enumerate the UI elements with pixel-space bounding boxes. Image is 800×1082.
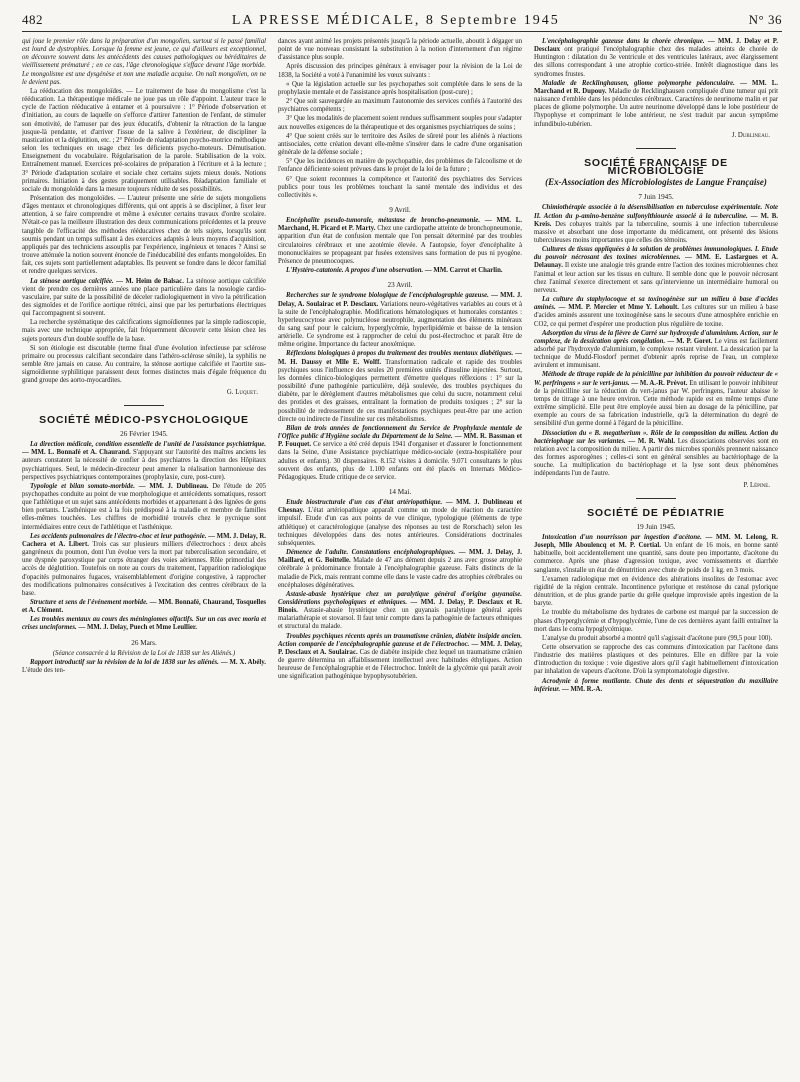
article: Typologie et bilan somato-morbide. — MM. J. Dublineau. De l'étude de 205 psychopathes conduite au point de vue morphologique et antécédents somatiques, ressort que l'athlétique et un sujet sans antécédents morbides et appartenant à des lignées de gens bien portants. L'asthénique est à la fois prédisposé à la maladie et membre de familles elles-mêmes touchées. Les chiffres de morbidité trouvés chez le pycnique sont intermédiaires entre ceux de l'athlétique et l'asthénique. bbox=[22, 482, 266, 531]
divider bbox=[124, 405, 164, 406]
signature: J. Dublineau. bbox=[731, 131, 770, 139]
article: L'encéphalographie gazeuse dans la chorée chronique. — MM. J. Delay et P. Desclaux ont pratiqué l'encéphalographie chez des malades atteints de chorée de Huntington : dilatation du 3e ventricule et des ventricules latéraux, avec élargissement des sillons correspondant à une atrophie cortico-striée. Intérêt diagnostique dans les syndromes frustes. bbox=[534, 38, 778, 78]
column-1 bbox=[22, 38, 266, 1078]
article: Structure et sens de l'événement morbide. — MM. Bonnafé, Chaurand, Tosquelles et A. Clément. bbox=[22, 599, 266, 615]
section-subheading: (Ex-Association des Microbiologistes de Langue Française) bbox=[545, 177, 767, 188]
paragraph: qui joue le premier rôle dans la préparation d'un mongolien, surtout si le passé familial est lourd de dystrophies. Lorsque la femme est jeune, ce qui d'ailleurs est exceptionnel, on découvre souvent dans les antécédents des causes pathologiques ou héréditaires de vieillissement prématuré ; en ce cas, l'âge chronologique s'efface devant l'âge morbide. Le mongolisme est une dysgénèse et non une maladie acquise. On naît mongolien, on ne le devient pas. bbox=[22, 38, 266, 86]
article: Maladie de Recklinghausen, gliome polymorphe pédonculaire. — MM. L. Marchand et R. Dupouy. Maladie de Recklinghausen compliquée d'une tumeur qui prit naissance d'emblée dans les pédoncules cérébraux. Caractères de neurinome malin et par places de gliome polymorphe. Un autre neurinome développé dans le lobe postérieur de l'hypophyse et comprimant le lobe antérieur, ne s'est traduit par aucun symptôme infundibulo-tubérien. bbox=[534, 79, 778, 128]
journal-title-date: LA PRESSE MÉDICALE, 8 Septembre 1945 bbox=[231, 13, 560, 28]
article: Les troubles mentaux au cours des méningiomes olfactifs. Sur un cas avec moria et crises uncinformes. — MM. J. Delay, Puech et Mme Leullier. bbox=[22, 616, 266, 632]
article: Chimiothérapie associée à la désensibilisation en tuberculose expérimentale. Note II. Action du p-amino-benzène sulfonylthiourée associé à la tuberculine. — M. B. Kreis. Des cobayes traités par la tuberculine, soumis à une infection tuberculeuse massive et absorbant une dose importante du médicament, ont présenté des lésions tuberculeuses moins importantes que celles des témoins. bbox=[534, 204, 778, 244]
session-date: 7 Juin 1945. bbox=[638, 193, 674, 202]
article: La direction médicale, condition essentielle de l'unité de l'assistance psychiatrique. — MM. L. Bonnafé et A. Chaurand. S'appuyant sur l'autorité des maîtres anciens les auteurs constatent la nécessité de confier à des psychiatres la direction des Hôpitaux psychiatriques. Seul, le médecin-directeur peut amener la réalisation harmonieuse des perspectives psychiatriques contemporaines (prophylaxie, cure, post-cure). bbox=[22, 441, 266, 481]
article: Bilan de trois années de fonctionnement du Service de Prophylaxie mentale de l'Office public d'Hygiène sociale du Département de la Seine. — MM. R. Bassman et P. Fouquet. Ce service a été créé depuis 1941 d'organiser et d'assurer le fonctionnement dans la Seine, d'une Assistance psychiatrique médico-sociale (extra-hospitalière pour adultes et enfants). 30 dispensaires. 8.152 visites à domicile. 9.071 consultants le plus souvent des enfants, plus de 1.100 enfants ont été placés en Internats Médico-Pédagogiques. Etude critique de ce service. bbox=[278, 424, 522, 481]
signature: G. Luquet. bbox=[226, 388, 258, 396]
article: Etude biostructurale d'un cas d'état artériopathique. — MM. J. Dublineau et Chesnay. L'état artériopathique apparaît comme un mode de réaction du caractère impulsif. Etude d'un cas aux points de vue clinique, typologique (éléments de type athlétique) et caractérologique (analyse des réponses au test de Rorschach) selon les techniques développées dans des notes antérieures. Considérations doctrinales subséquentes. bbox=[278, 499, 522, 547]
paragraph: 3° Que les modalités de placement soient rendues suffisamment souples pour s'adapter aux nouvelles exigences de la thérapeutique et des organismes psychiatriques de soins ; bbox=[278, 115, 522, 131]
article: Démence de l'adulte. Constatations encéphalographiques. — MM. J. Delay, J. Maillard, et G. Boittelle. Malade de 47 ans dément depuis 2 ans avec grosse atrophie cérébrale à prédominance frontale à l'encéphalographie gazeuse. Faits distincts de la maladie de Pick, mais rentrant comme elle dans le vaste cadre des atrophies cérébrales ou encéphaloses dégénératives. bbox=[278, 549, 522, 589]
paragraph: 6° Que soient reconnues la compétence et l'autorité des psychiatres des Services publics pour tous les problèmes touchant la santé mentale des individus et des collectivités ». bbox=[278, 175, 522, 199]
section-heading: SOCIÉTÉ FRANÇAISE DE MICROBIOLOGIE bbox=[584, 156, 728, 178]
divider bbox=[636, 148, 676, 149]
article: Acrodynie à forme mutilante. Chute des dents et séquestration du maxillaire inférieur. — MM. R.-A. bbox=[534, 677, 778, 693]
session-note: (Séance consacrée à la Révision de la Loi de 1838 sur les Aliénés.) bbox=[52, 649, 236, 657]
session-date: 26 Mars. bbox=[131, 638, 157, 647]
article: Les accidents pulmonaires de l'électro-choc et leur pathogénie. — MM. J. Delay, R. Cachera et A. Libert. Trois cas sur plusieurs milliers d'électrochocs : deux abcès gangréneux du poumon, dont l'un évolue vers la mort par tuberculisation secondaire, et une dyspnée paroxystique par corps étranger des voies aériennes. Rôle primordial des accès de déglutition. Toutefois on note au cours du traitement, l'apparition radiologique d'opacités pulmonaires fugaces, vraisemblablement d'origine congestive, à rapprocher des modifications pulmonaires consécutives à l'excitation des centres cérébraux de la base. bbox=[22, 532, 266, 597]
article: Recherches sur le syndrome biologique de l'encéphalographie gazeuse. — MM. J. Delay, A. Soulairac et P. Desclaux. Variations neuro-végétatives variables au cours et à la suite de l'encéphalographie. Modifications hématologiques et humorales constantes : hyperleucocytose avec polynucléose neutrophile, augmentation des éléments minéraux du sang sauf pour le calcium, hyperglycémie, hyperlipidémie et baisse de la tension artérielle. Ce syndrome est à rapprocher de celui du post-électrochoc et paraît être de même origine. Importance du facteur anoxémique. bbox=[278, 292, 522, 349]
article: Méthode de titrage rapide de la pénicilline par inhibition du pouvoir réducteur de « W. perfringens » sur le vert-janus. — M. A.-R. Prévot. En utilisant le pouvoir inhibiteur de la pénicilline sur la réduction du vert-janus par W. perfringens, l'auteur abaisse le temps de titrage à une heure environ. Cette méthode rapide est en même temps d'une extrême simplicité. Elle peut être employée aussi bien au dosage de la pénicilline, par exemple au cours de sa fabrication industrielle, qu'à la détermination du degré de sensibilité d'un germe donné à l'égard de la pénicilline. bbox=[534, 371, 778, 428]
article: Troubles psychiques récents après un traumatisme crânien, diabète insipide ancien. Action comparée de l'encéphalographie gazeuse et de l'électrochoc. — MM. J. Delay, P. Desclaux et A. Soulairac. Cas de diabète insipide chez lequel un traumatisme crânien de guerre détermina un affaiblissement intellectuel avec habitudes éthyliques. Action heureuse de l'encéphalographie et de l'électrochoc. Intérêt de la glycémie qui paraît avoir une signification pathogénique hypophysotubérien. bbox=[278, 632, 522, 681]
paragraph: La recherche systématique des calcifications sigmoïdiennes par la simple radioscopie, mais avec une technique appropriée, fait fréquemment découvrir cette lésion chez les sujets porteurs d'un double souffle de la base. bbox=[22, 319, 266, 343]
paragraph: 4° Que soient créés sur le territoire des Asiles de sûreté pour les aliénés à réactions antisociales, cette création devant elle-même s'insérer dans le cadre d'une organisation générale de la défense sociale ; bbox=[278, 132, 522, 157]
paragraph: 5° Que les incidences en matière de psychopathie, des problèmes de l'alcoolisme et de l'enfance déficiente soient prévues dans le projet de la loi de la future ; bbox=[278, 158, 522, 174]
divider bbox=[636, 498, 676, 499]
session-date: 9 Avril. bbox=[389, 205, 411, 214]
paragraph: L'analyse du produit absorbé a montré qu'il s'agissait d'acétone pure (99,5 pour 100). bbox=[542, 634, 773, 642]
article: La culture du staphylocoque et sa toxinogénèse sur un milieu à base d'acides aminés. — MM. P. Mercier et Mme Y. Lehoult. Les cultures sur un milieu à base d'acides aminés assurent une toxinogénèse sans le secours d'une atmosphère enrichie en CO2, ce qui permet d'espérer une production plus régulière de toxine. bbox=[534, 296, 778, 328]
session-date: 14 Mai. bbox=[388, 487, 412, 496]
paragraph: La rééducation des mongoloïdes. — Le traitement de base du mongolisme c'est la rééducation. La thérapeutique médicale ne joue pas un rôle d'appoint. L'auteur trace le cycle de l'action rééducative à entamer et à poursuivre : 1° Période d'observation et d'initiation, au cours de laquelle on s'efforce d'attirer l'attention de l'enfant, de stimuler son émotivité, de l'amuser par des jeux éducatifs, d'obtenir la rétraction de la langue jusque-là pendante, et d'arriver l'issue de la salive à l'extérieur, de discipliner la mastication et la déglutition, etc. ; 2° Période de réadaptation psycho-motrice méthodique selon les techniques en usage chez les déficients psycho-moteurs. Démutisation. Enseignement du vocabulaire. Régularisation de la parole. Stabilisation de la voix. Entraînement manuel. Exercices pré-scolaires de préparation à l'écriture et à la lecture ; 3° Période d'adaptation scolaire et sociale chez certains sujets mieux doués. Notions primaires. Initiation à des gestes pratiquement utilisables. Réadaptation familiale et sociale du mongoloïde dans la mesure toujours réduite de ses possibilités. bbox=[22, 87, 266, 193]
session-date: 19 Juin 1945. bbox=[636, 522, 676, 531]
column-3 bbox=[534, 38, 778, 1078]
paragraph: « Que la législation actuelle sur les psychopathes soit complétée dans le sens de la prophylaxie mentale et de l'assistance après hospitalisation (post-cure) ; bbox=[278, 80, 522, 96]
article: Intoxication d'un nourrisson par ingestion d'acétone. — MM. M. Lelong, R. Joseph, Mlle Aboulencq et M. P. Cortial. Un enfant de 16 mois, en bonne santé habituelle, boit accidentellement une quantité, sans doute peu importante, d'acétone du commerce. Après une phase d'agression toxique, avec vomissements et diarrhée sanglante, s'installe un état de dénutrition avec chute de poids de 1 kg. en 3 mois. bbox=[534, 533, 778, 574]
session-date: 26 Février 1945. bbox=[120, 429, 168, 438]
paragraph: Le trouble du métabolisme des hydrates de carbone est marqué par la succession de phases d'hyperglycémie et d'hypoglycémie, l'une de ces dernières ayant failli entraîner la mort dans le coma hypoglycémique. bbox=[534, 609, 778, 633]
paragraph: Après discussion des principes généraux à envisager pour la révision de la Loi de 1838, la Société a voté à l'unanimité les vœux suivants : bbox=[278, 63, 522, 79]
paragraph: Cette observation se rapproche des cas communs d'intoxication par l'acétone dans l'industrie des matières plastiques et des peintures. Elle en diffère par la voie d'introduction du toxique : voie digestive alors qu'il s'agit habituellement d'intoxication par inhalation de vapeurs d'acétone. D'où la symptomatologie digestive. bbox=[534, 644, 778, 676]
paragraph: 2° Que soit sauvegardée au maximum l'autonomie des services confiés à l'autorité des psychiatres compétents ; bbox=[278, 98, 522, 114]
column-2 bbox=[278, 38, 522, 1078]
section-heading: SOCIÉTÉ MÉDICO-PSYCHOLOGIQUE bbox=[39, 413, 249, 426]
session-date: 23 Avril. bbox=[387, 281, 413, 290]
article: Réflexions biologiques à propos du traitement des troubles mentaux diabétiques. — M. H. Daussy et Mlle E. Wolff. Transformation radicale et rapide des troubles psychiques sous l'influence des seules 20 premières unités d'insuline injectées. Surtout, les données clinico-biologiques permettent d'émettre quelques réflexions : 1° sur la possibilité d'une pathogénie particulière, déjà soulevée, des troubles psychiques du diabète, par le dérèglement d'autres métabolismes que celui du sucre, notamment celui des protides et des graisses, entraînant la formation de produits toxiques ; 2° sur la possibilité de redressement de ces manifestations psychiques peut-être par une action directe ou indirecte de l'insuline sur ces métabolismes. bbox=[278, 350, 522, 423]
signature: P. Lépine. bbox=[743, 481, 770, 489]
article: Dissociation du « B. megatherium ». Rôle de la composition du milieu. Action du bactériophage sur les variantes. — M. R. Wahl. Les dissociations observées sont en relation avec la composition du milieu. A partir des microbes sporulés prennent naissance des formes asporogènes ; celles-ci sont en général sensibles au bactériophage de la souche. La multiplication du bactériophage et la lyse sont deux phénomènes indépendants l'un de l'autre. bbox=[534, 429, 778, 478]
paragraph: dances ayant animé les projets présentés jusqu'à la période actuelle, aboutit à dégager un point de vue nouveau consistant la substitution à la notion d'internement d'un régime d'assistance plus souple. bbox=[278, 38, 522, 62]
article: Cultures de tissus appliquées à la solution de problèmes immunologiques. I. Etude du pouvoir nécrosant des toxines microbiennes. — MM. E. Lasfargues et A. Delaunay. Il existe une analogie très grande entre l'action des toxines microbiennes chez l'animal et leur action sur les tissus en culture. Il semble donc que le pouvoir nécrosant chez l'animal s'exerce directement et sans qu'intervienne un intermédiaire humoral ou nerveux. bbox=[534, 246, 778, 294]
section-heading: SOCIÉTÉ DE PÉDIATRIE bbox=[587, 506, 725, 519]
issue-number: N° 36 bbox=[748, 12, 782, 27]
paragraph: Si son étiologie est discutable (terme final d'une évolution infectieuse par sclérose primaire ou processus calcifiant secondaire dans l'athéro-sclérose sénile), la syphilis ne semble être jamais en cause. Au contraire, la sténose aortique calcifiée et l'aortite sus-sigmoïdienne syphilitique paraissent deux formes distinctes mais d'égale fréquence du grand groupe des aorto-myocardites. bbox=[22, 344, 266, 385]
article: Encéphalite pseudo-tumorale, métastase de broncho-pneumonie. — MM. L. Marchand, H. Picard et P. Marty. Chez une cardiopathe atteinte de bronchopneumonie, apparition d'un état de confusion mentale que l'on pensait déterminé par des troubles circulatoires cérébraux et une azotémie élevée. A l'autopsie, foyer d'encéphalite à mononucléaires se propageant par fusées extensives sans formation de pus ni pyogène. Présence de pneumocoques. bbox=[278, 217, 522, 265]
paragraph: L'examen radiologique met en évidence des altérations insolites de l'estomac avec rigidité de la région centrale. Incontinence pylorique et resténose du canal pylorique dénutrition, et de plus grande partie du grêle quelque improvisée après ingestion de la baryte. bbox=[534, 575, 778, 608]
page-number: 482 bbox=[22, 12, 43, 27]
article: Rapport introductif sur la révision de la loi de 1838 sur les aliénés. — M. X. Abély. L'étude des ten- bbox=[22, 658, 266, 675]
running-head bbox=[22, 12, 782, 32]
article: Adsorption du virus de la fièvre de Carré sur hydroxyde d'aluminium. Action, sur le complexe, de la dessication après congélation. — M. P. Goret. Le virus est facilement adsorbé par l'hydroxyde d'aluminium, le complexe restant virulent. La dessication par la technique de Mudd-Flosdorf permet d'obtenir après reprise de l'eau, un complexe avirulent et immunisant. bbox=[534, 329, 778, 370]
article: L'Hystéro-catatonie. A propos d'une observation. — MM. Carrot et Charlin. bbox=[286, 267, 503, 275]
article: Astasie-abasie hystérique chez un paralytique général d'origine guyanaise. Considérations psychologiques et ethniques. — MM. J. Delay, P. Desclaux et R. Binois. Astasie-abasie hystérique chez un guyanais paralytique général après malariathérapie et stovarsol. Il faut tenir compte dans la pathogénie de facteurs ethniques et structural du malade. bbox=[278, 590, 522, 631]
columns bbox=[22, 38, 782, 1078]
article: La sténose aortique calcifiée. — M. Heim de Balsac. La sténose aortique calcifiée vient de prendre ces dernières années une place particulière dans la nosologie cardio-vasculaire, par suite de la possibilité de déceler radiologiquement in vivo la pétrification des sigmoïdes et de l'orifice aortique rétréci, ainsi que par les perturbations électriques qui l'accompagnent si souvent. bbox=[22, 277, 266, 318]
paragraph: Présentation des mongoloïdes. — L'auteur présente une série de sujets mongoliens d'âges mentaux et chronologiques différents, qui ont appris à se discipliner, à fixer leur attention, à se faire comprendre et même à exécuter certains travaux d'ordre scolaire. N'était-ce pas la meilleure illustration des deux communications précédentes et la preuve tangible de l'efficacité des méthodes rééducatives chez de tels sujets, lorsqu'ils sont soumis pendant un temps suffisant à des exercices adaptés à leurs moyens d'acquisition, appliqués par des techniciens assouplis par l'expérience, ingénieux et tenaces ? Ainsi se trouve atténuée la notion souvent énoncée de l'inéducabilité des enfants mongoloïdes. En fait, ces sujets sont partiellement adaptables. Ils peuvent se fondre dans le décor familial et rendre quelques services. bbox=[22, 194, 266, 276]
